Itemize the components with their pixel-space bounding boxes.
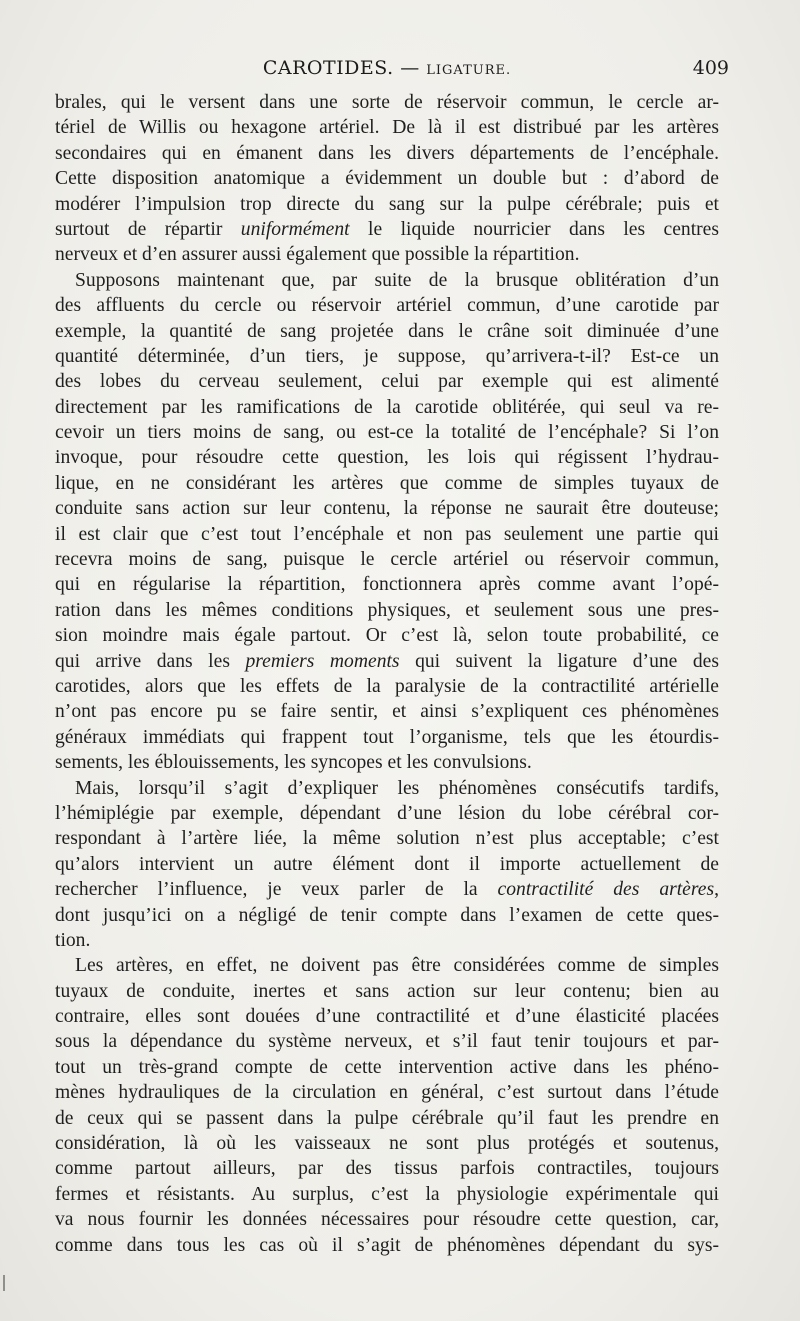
text-line <box>55 877 719 902</box>
text-line: des affluents du cercle ou réservoir artériel commun, d’une carotide par <box>55 295 719 317</box>
text-line: Mais, lorsqu’il s’agit d’expliquer les phénomènes consécutifs tardifs, <box>75 777 719 799</box>
text-line: sements, les éblouissements, les syncopes et les convulsions. <box>55 752 532 774</box>
text-line: cevoir un tiers moins de sang, ou est-ce la totalité de l’encéphale? Si l’on <box>55 422 719 444</box>
text-line: brales, qui le versent dans une sorte de réservoir commun, le cercle ar- <box>55 92 719 113</box>
text-line: l’hémiplégie par exemple, dépendant d’une lésion du lobe cérébral cor- <box>55 802 719 824</box>
text-line: respondant à l’artère liée, la même solution n’est plus acceptable; c’est <box>55 828 719 850</box>
text-line: Supposons maintenant que, par suite de la brusque oblitération d’un <box>75 269 719 291</box>
text-line: exemple, la quantité de sang projetée dans le crâne soit diminuée d’une <box>55 320 719 342</box>
text-line: tout un très-grand compte de cette intervention active dans les phéno- <box>55 1056 719 1078</box>
text-line: comme partout ailleurs, par des tissus parfois contractiles, toujours <box>55 1158 719 1180</box>
italic-emphasis: premiers moments <box>245 650 400 672</box>
text-line: directement par les ramifications de la carotide oblitérée, qui seul va re- <box>55 396 719 418</box>
text-run: , <box>714 879 720 901</box>
text-line: quantité déterminée, d’un tiers, je suppose, qu’arrivera-t-il? Est-ce un <box>55 345 719 367</box>
text-line: tuyaux de conduite, inertes et sans action sur leur contenu; bien au <box>55 980 719 1002</box>
text-line: mènes hydrauliques de la circulation en général, c’est surtout dans l’étude <box>55 1082 719 1104</box>
text-line: n’ont pas encore pu se faire sentir, et ainsi s’expliquent ces phénomènes <box>55 701 719 723</box>
text-line: fermes et résistants. Au surplus, c’est la physiologie expérimentale qui <box>55 1183 719 1205</box>
section-subtitle: LIGATURE. <box>426 63 512 78</box>
text-line: lique, en ne considérant les artères que comme de simples tuyaux de <box>55 472 719 494</box>
italic-emphasis: contractilité des artères <box>497 879 715 901</box>
title-separator: — <box>400 57 420 79</box>
page-number: 409 <box>692 57 729 79</box>
running-head-title <box>55 57 719 79</box>
text-line: recevra moins de sang, puisque le cercle artériel ou réservoir commun, <box>55 549 719 571</box>
text-run: surtout de répartir <box>55 218 241 240</box>
text-line: contraire, elles sont douées d’une contractilité et d’une élasticité placées <box>55 1006 719 1028</box>
text-line: conduite sans action sur leur contenu, la réponse ne saurait être douteuse; <box>55 498 719 520</box>
text-line <box>55 649 719 674</box>
text-line: considération, là où les vaisseaux ne sont plus protégés et soutenus, <box>55 1133 719 1155</box>
text-line <box>55 217 719 242</box>
text-line: va nous fournir les données nécessaires pour résoudre cette question, car, <box>55 1209 719 1231</box>
text-line: carotides, alors que les effets de la paralysie de la contractilité artérielle <box>55 675 719 697</box>
body-text <box>55 90 719 1258</box>
text-run: rechercher l’influence, je veux parler de la <box>55 879 498 901</box>
text-line: secondaires qui en émanent dans les divers départements de l’encéphale. <box>55 142 719 164</box>
text-line: ration dans les mêmes conditions physiques, et seulement sous une pres- <box>55 599 719 621</box>
text-line: Les artères, en effet, ne doivent pas être considérées comme de simples <box>75 955 719 977</box>
text-line: qui en régularise la répartition, fonctionnera après comme avant l’opé- <box>55 574 719 596</box>
text-line: il est clair que c’est tout l’encéphale et non pas seulement une partie qui <box>55 523 719 545</box>
text-run: qui suivent la ligature d’une des <box>399 650 719 672</box>
text-line: modérer l’impulsion trop directe du sang sur la pulpe cérébrale; puis et <box>55 193 719 215</box>
text-line: invoque, pour résoudre cette question, les lois qui régissent l’hydrau- <box>55 447 719 469</box>
text-line: des lobes du cerveau seulement, celui par exemple qui est alimenté <box>55 371 719 393</box>
text-line: nerveux et d’en assurer aussi également que possible la répartition. <box>55 244 580 266</box>
italic-emphasis: uniformément <box>240 218 350 240</box>
text-line: sous la dépendance du système nerveux, et s’il faut tenir toujours et par- <box>55 1031 719 1053</box>
running-head <box>55 55 729 87</box>
text-line: Cette disposition anatomique a évidemment un double but : d’abord de <box>55 168 719 190</box>
text-line: sion moindre mais égale partout. Or c’est là, selon toute probabilité, ce <box>55 625 719 647</box>
text-line: comme dans tous les cas où il s’agit de phénomènes dépendant du sys- <box>55 1234 719 1256</box>
text-line: dont jusqu’ici on a négligé de tenir compte dans l’examen de cette ques- <box>55 904 719 926</box>
text-line: généraux immédiats qui frappent tout l’organisme, tels que les étourdis- <box>55 726 719 748</box>
text-run: qui arrive dans les <box>55 650 246 672</box>
text-line: qu’alors intervient un autre élément dont il importe actuellement de <box>55 853 719 875</box>
text-run: le liquide nourricier dans les centres <box>349 218 719 240</box>
text-line: de ceux qui se passent dans la pulpe cérébrale qu’il faut les prendre en <box>55 1107 719 1129</box>
chapter-title: CAROTIDES. <box>262 57 394 79</box>
text-line: tériel de Willis ou hexagone artériel. De là il est distribué par les artères <box>55 117 719 139</box>
margin-mark <box>3 1275 5 1291</box>
text-line: tion. <box>55 929 91 951</box>
